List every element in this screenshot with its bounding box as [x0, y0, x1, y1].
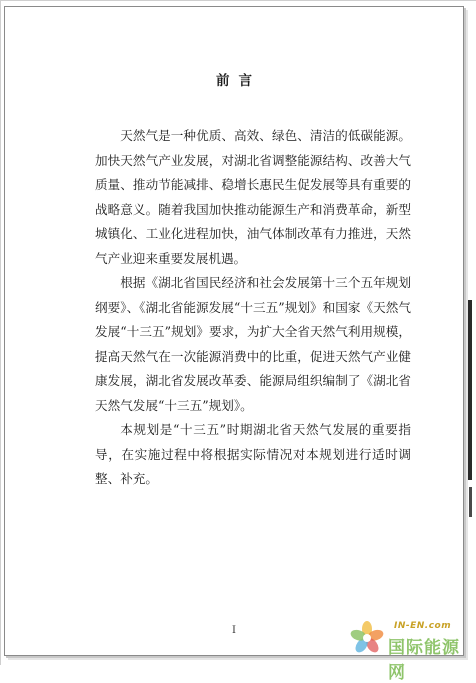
watermark-url: IN-EN.com — [394, 621, 452, 631]
document-page — [4, 6, 464, 656]
paragraph-3: 本规划是“十三五”时期湖北省天然气发展的重要指导，在实施过程中将根据实际情况对本规划进行适时调整、补充。 — [95, 422, 411, 486]
watermark-name: 国际能源网 — [388, 638, 460, 683]
page-number: I — [232, 625, 236, 636]
document-body — [95, 124, 411, 492]
paragraph-1: 天然气是一种优质、高效、绿色、清洁的低碳能源。加快天然气产业发展，对湖北省调整能源结构、改善大气质量、推动节能减排、稳增长惠民生促发展等具有重要的战略意义。随着我国加快推动能源生产和消费革命，新型城镇化、工业化进程加快，油气体制改革有力推进，天然气产业迎来重要发展机遇。 — [95, 128, 411, 266]
flower-logo-icon — [348, 620, 386, 656]
scan-edge-mark-small — [469, 487, 472, 517]
scan-edge-mark — [468, 300, 472, 480]
page-title: 前言 — [216, 73, 261, 89]
watermark — [348, 620, 468, 683]
paragraph-2: 根据《湖北省国民经济和社会发展第十三个五年规划纲要》、《湖北省能源发展“十三五”规划》和国家《天然气发展“十三五”规划》要求，为扩大全省天然气利用规模，提高天然气在一次能源消费中的比重，促进天然气产业健康发展，湖北省发展改革委、能源局组织编制了《湖北省天然气发展“十三五”规划》。 — [95, 275, 411, 413]
